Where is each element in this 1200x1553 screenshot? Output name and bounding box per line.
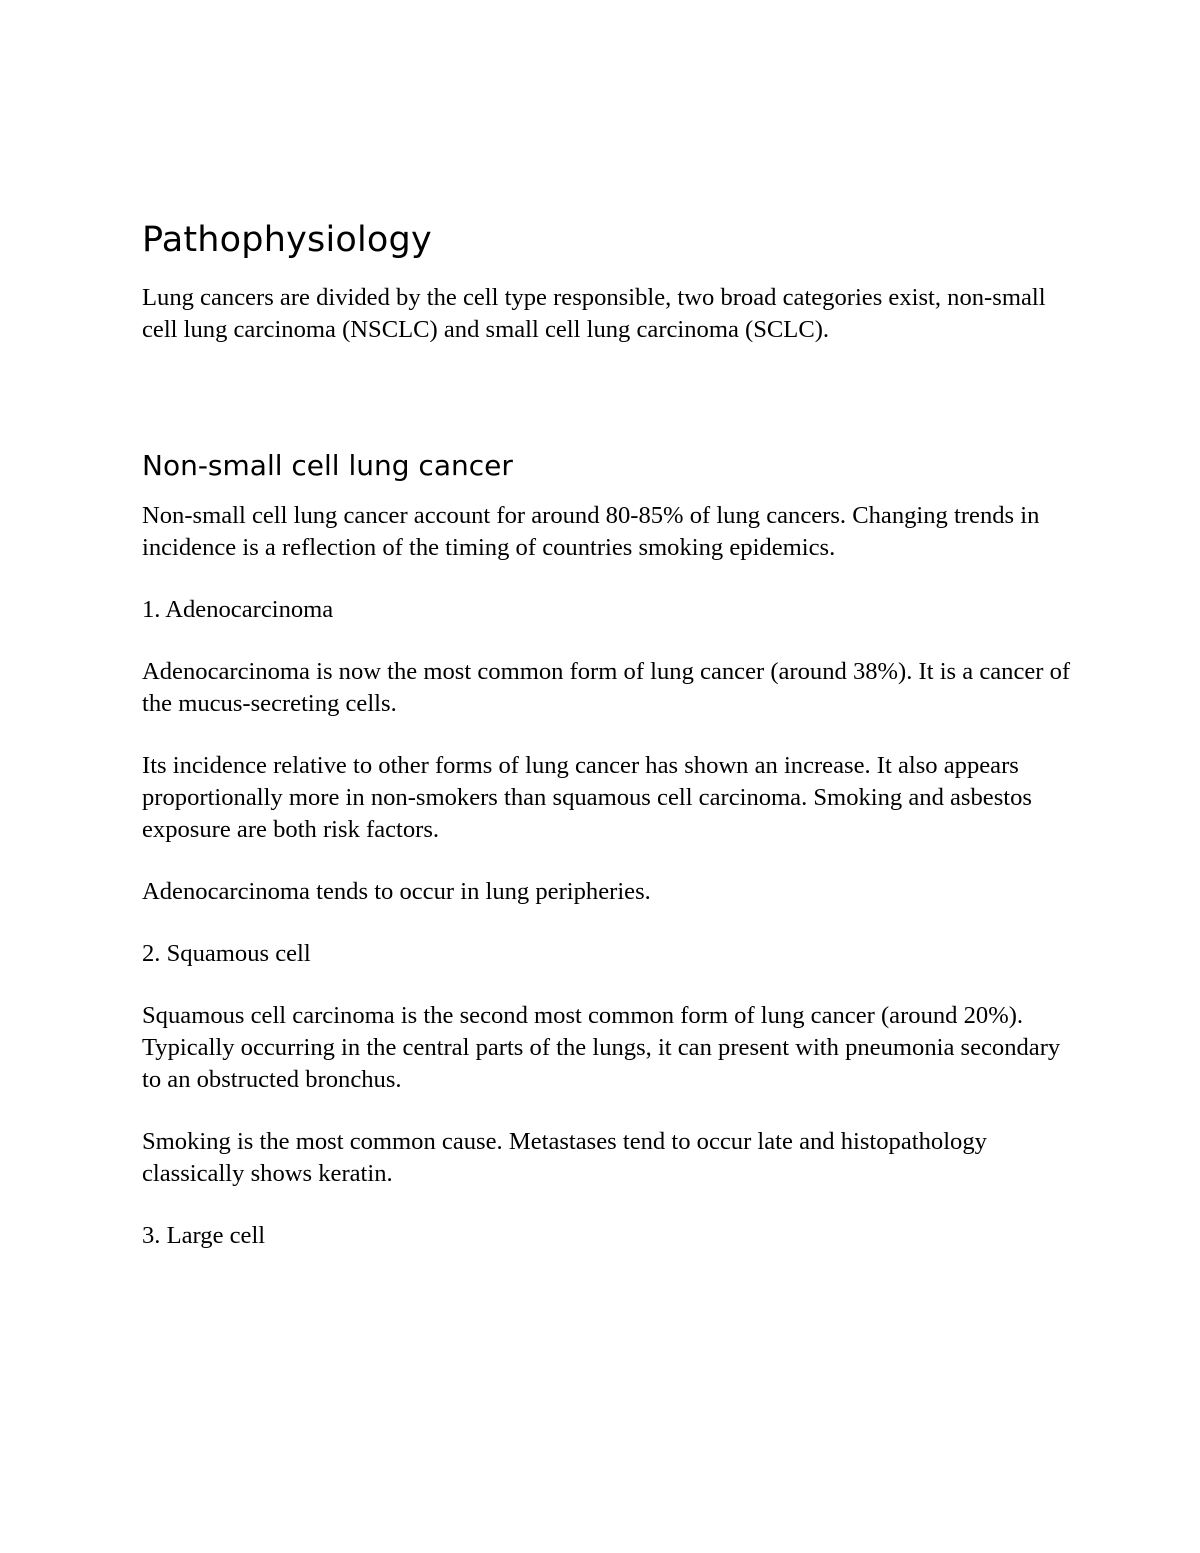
page-title: Pathophysiology xyxy=(142,220,432,260)
intro-paragraph: Lung cancers are divided by the cell type responsible, two broad categories exist, non-small cell lung carcinoma (NSCLC) and small cell lung carcinoma (SCLC). xyxy=(142,284,1046,343)
adenocarcinoma-paragraph-3: Adenocarcinoma tends to occur in lung peripheries. xyxy=(142,878,651,905)
subheading-squamous-cell: 2. Squamous cell xyxy=(142,940,311,967)
subheading-adenocarcinoma: 1. Adenocarcinoma xyxy=(142,596,334,623)
spacer xyxy=(142,376,1072,448)
squamous-paragraph-1: Squamous cell carcinoma is the second most common form of lung cancer (around 20%). Typically occurring in the central parts of the lungs, it can present with pneumonia secondary to an obstructed bronchus. xyxy=(142,1002,1061,1093)
section-title: Non-small cell lung cancer xyxy=(142,449,513,482)
nsclc-overview-paragraph: Non-small cell lung cancer account for around 80-85% of lung cancers. Changing trends in incidence is a reflection of the timing of countries smoking epidemics. xyxy=(142,502,1040,561)
adenocarcinoma-paragraph-2: Its incidence relative to other forms of lung cancer has shown an increase. It also appears proportionally more in non-smokers than squamous cell carcinoma. Smoking and asbestos exposure are both risk factors. xyxy=(142,752,1032,843)
adenocarcinoma-paragraph-1: Adenocarcinoma is now the most common form of lung cancer (around 38%). It is a cancer of the mucus-secreting cells. xyxy=(142,658,1071,717)
subheading-large-cell: 3. Large cell xyxy=(142,1222,266,1249)
squamous-paragraph-2: Smoking is the most common cause. Metastases tend to occur late and histopathology classically shows keratin. xyxy=(142,1128,987,1187)
document-content xyxy=(142,218,1072,1282)
